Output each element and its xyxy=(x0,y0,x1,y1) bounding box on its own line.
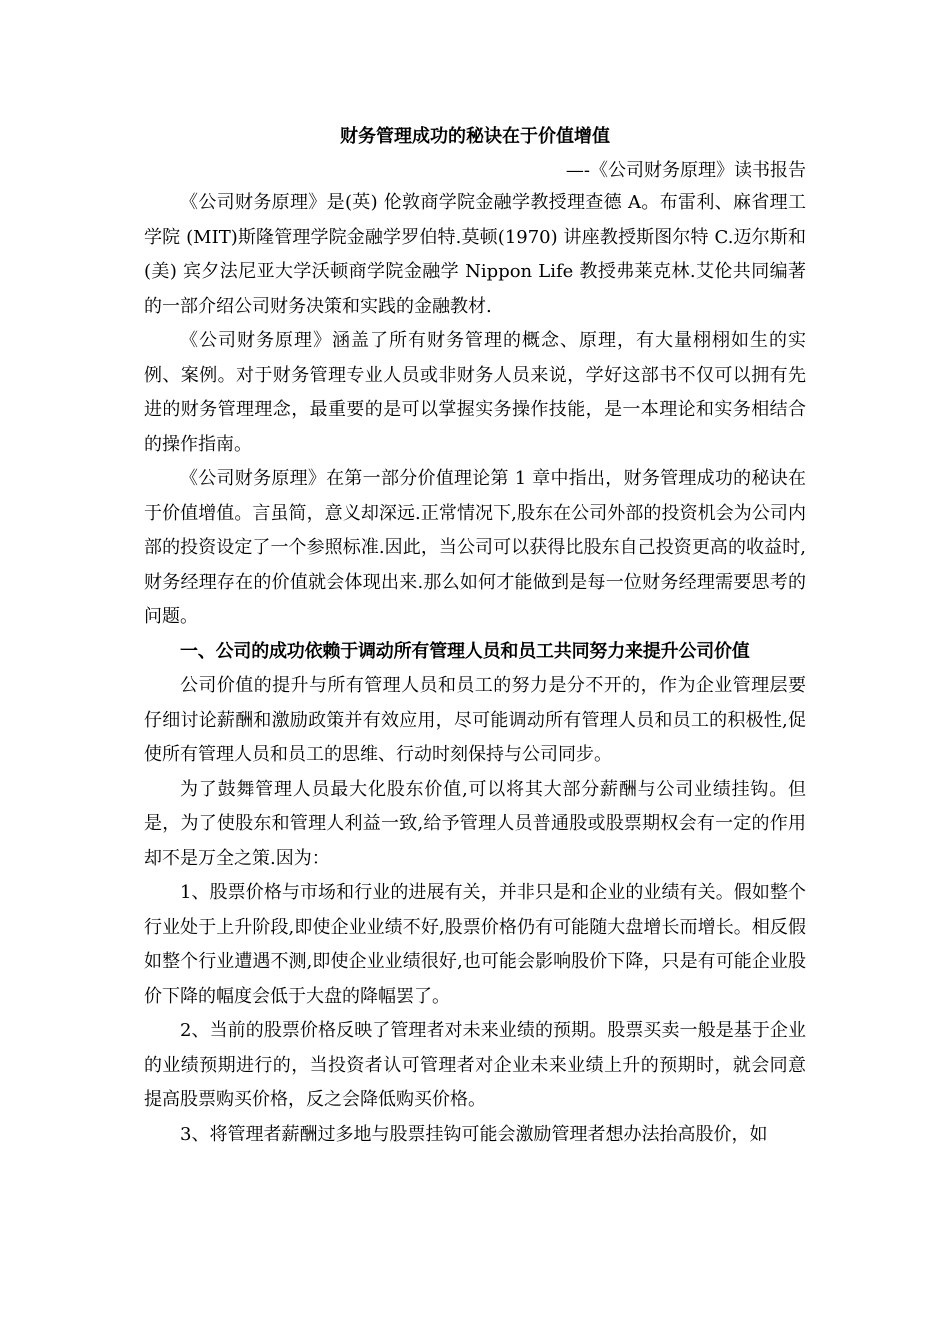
list-item-paragraph: 1、股票价格与市场和行业的进展有关，并非只是和企业的业绩有关。假如整个行业处于上升阶段,即使企业业绩不好,股票价格仍有可能随大盘增长而增长。相反假如整个行业遭遇不测,即使企业业绩很好,也可能会影响股价下降，只是有可能企业股价下降的幅度会低于大盘的降幅罢了。 xyxy=(144,882,806,1007)
paragraph: 《公司财务原理》涵盖了所有财务管理的概念、原理，有大量栩栩如生的实例、案例。对于财务管理专业人员或非财务人员来说，学好这部书不仅可以拥有先进的财务管理理念，最重要的是可以掌握实务操作技能，是一本理论和实务相结合的操作指南。 xyxy=(144,330,806,455)
document-title: 财务管理成功的秘诀在于价值增值 xyxy=(340,126,610,147)
paragraph: 为了鼓舞管理人员最大化股东价值,可以将其大部分薪酬与公司业绩挂钩。但是，为了使股东和管理人利益一致,给予管理人员普通股或股票期权会有一定的作用却不是万全之策.因为： xyxy=(144,778,806,869)
list-item-paragraph: 3、将管理者薪酬过多地与股票挂钩可能会激励管理者想办法抬高股价，如 xyxy=(180,1123,768,1145)
document-subtitle: —-《公司财务原理》读书报告 xyxy=(565,160,806,181)
list-item-paragraph: 2、当前的股票价格反映了管理者对未来业绩的预期。股票买卖一般是基于企业的业绩预期进行的，当投资者认可管理者对企业未来业绩上升的预期时，就会同意提高股票购买价格，反之会降低购买价格。 xyxy=(144,1020,806,1110)
document-body xyxy=(144,186,806,1152)
section-heading: 一、公司的成功依赖于调动所有管理人员和员工共同努力来提升公司价值 xyxy=(180,640,750,662)
paragraph: 公司价值的提升与所有管理人员和员工的努力是分不开的，作为企业管理层要仔细讨论薪酬和激励政策并有效应用，尽可能调动所有管理人员和员工的积极性,促使所有管理人员和员工的思维、行动时刻保持与公司同步。 xyxy=(144,675,806,765)
paragraph: 《公司财务原理》在第一部分价值理论第 1 章中指出，财务管理成功的秘诀在于价值增值。言虽简，意义却深远.正常情况下,股东在公司外部的投资机会为公司内部的投资设定了一个参照标准.因此，当公司可以获得比股东自己投资更高的收益时,财务经理存在的价值就会体现出来.那么如何才能做到是每一位财务经理需要思考的问题。 xyxy=(144,468,806,627)
paragraph: 《公司财务原理》是(英) 伦敦商学院金融学教授理查德 A。布雷利、麻省理工学院 (MIT)斯隆管理学院金融学罗伯特.莫顿(1970) 讲座教授斯图尔特 C.迈尔斯和 (美) 宾夕法尼亚大学沃顿商学院金融学 Nippon Life 教授弗莱克林.艾伦共同编著的一部介绍公司财务决策和实践的金融教材. xyxy=(144,192,806,317)
